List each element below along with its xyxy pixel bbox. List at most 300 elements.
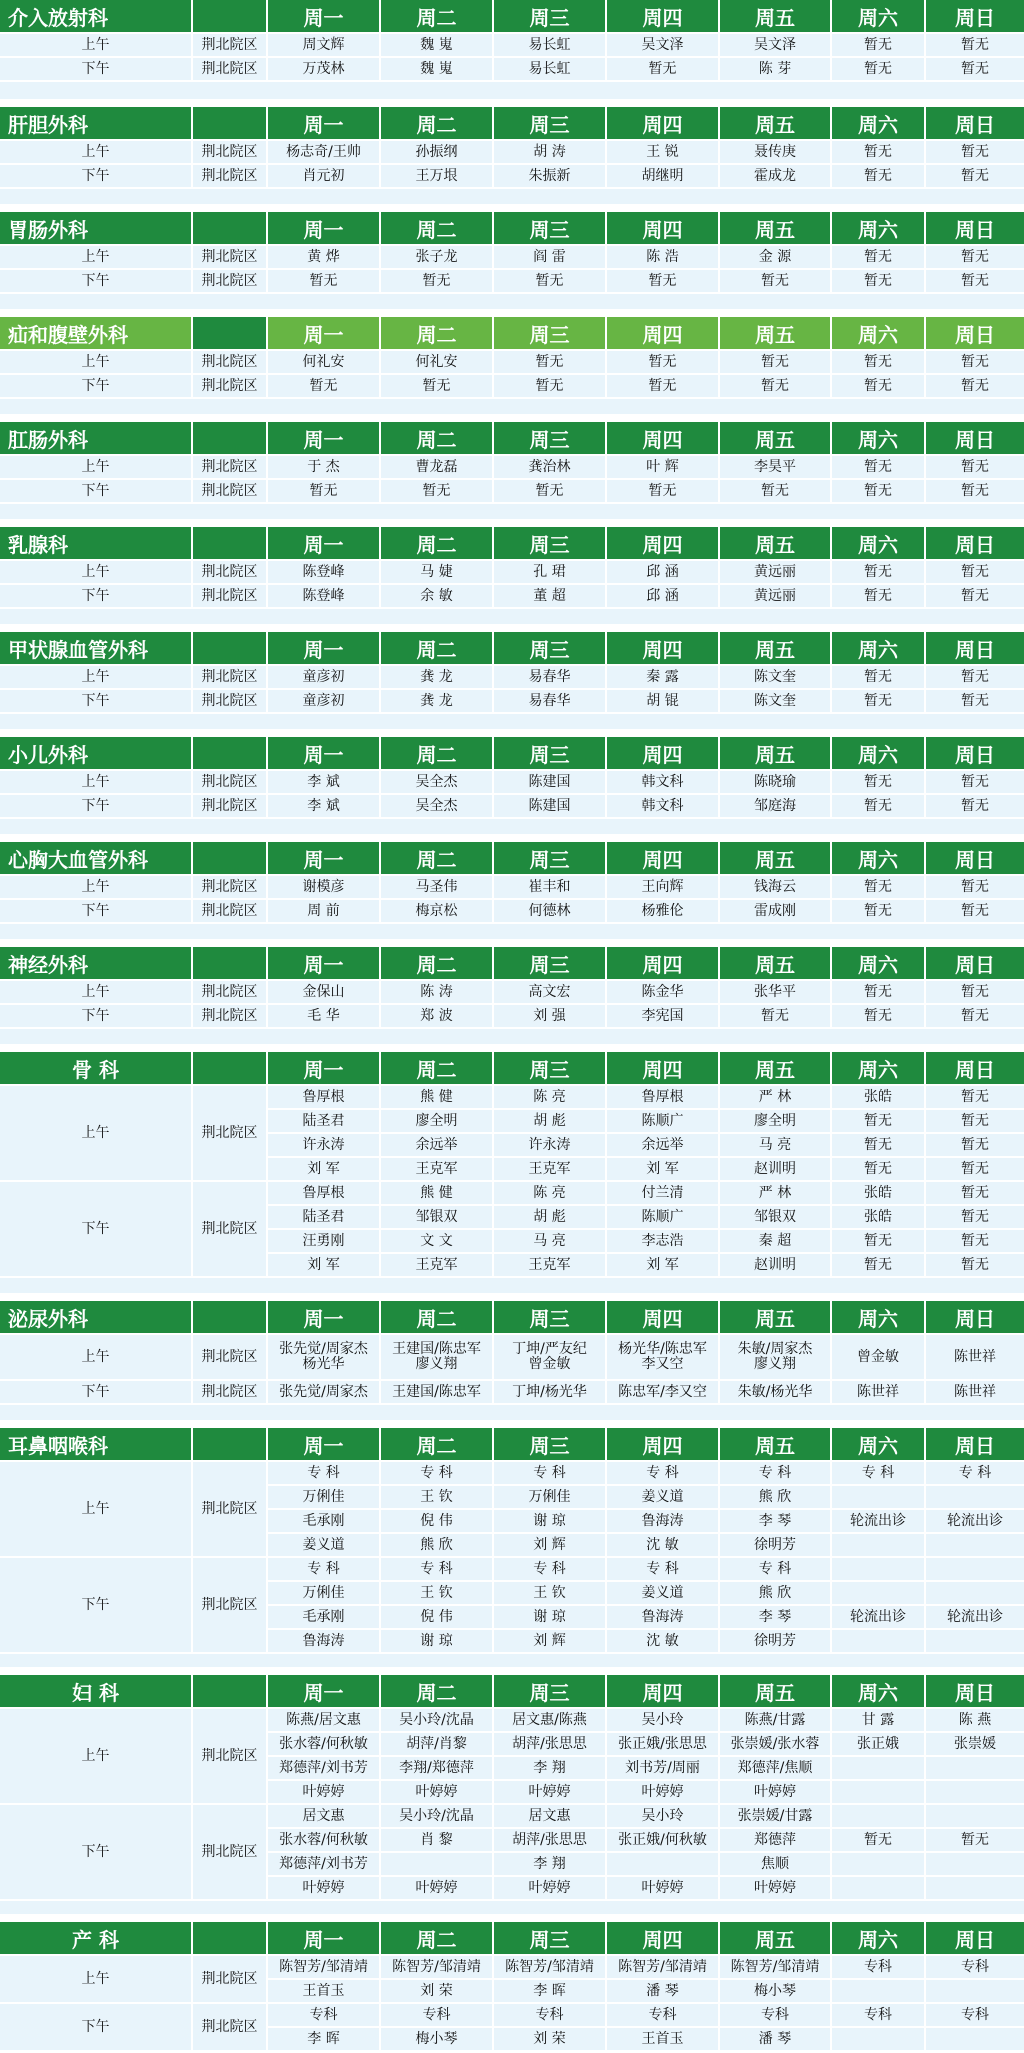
- doctor-cell: 专 科: [268, 1462, 381, 1486]
- weekday-header: 周二: [381, 1922, 494, 1956]
- doctor-cell: 陈智芳/邹清靖: [607, 1956, 720, 1980]
- weekday-header: 周五: [720, 107, 832, 141]
- doctor-cell: 陈顺广: [607, 1206, 720, 1230]
- section-gap: [0, 1901, 1024, 1914]
- doctor-cell: 严 林: [720, 1182, 832, 1206]
- header-spacer: [193, 422, 268, 456]
- weekday-header: 周日: [926, 1052, 1024, 1086]
- doctor-cell: [926, 2028, 1024, 2052]
- doctor-cell: 吴全杰: [381, 795, 494, 819]
- header-spacer: [193, 1922, 268, 1956]
- doctor-cell: 朱振新: [494, 165, 607, 189]
- weekday-header: 周六: [832, 422, 926, 456]
- schedule-row: [0, 34, 1024, 58]
- campus-label: 荆北院区: [193, 351, 268, 375]
- doctor-cell: 暂无: [926, 165, 1024, 189]
- session-label: 上午: [0, 771, 193, 795]
- doctor-cell: 易长虹: [494, 58, 607, 82]
- doctor-cell: 暂无: [926, 1182, 1024, 1206]
- doctor-cell: 龚 龙: [381, 666, 494, 690]
- doctor-cell: 暂无: [926, 375, 1024, 399]
- doctor-cell: 胡继明: [607, 165, 720, 189]
- doctor-cell: 张正娥: [832, 1733, 926, 1757]
- doctor-cell: 严 林: [720, 1086, 832, 1110]
- doctor-cell: 暂无: [832, 1254, 926, 1278]
- campus-label: 荆北院区: [193, 375, 268, 399]
- doctor-cell: 陈智芳/邹清靖: [720, 1956, 832, 1980]
- doctor-cell: 王向辉: [607, 876, 720, 900]
- doctor-cell: 潘 琴: [720, 2028, 832, 2052]
- doctor-cell: 许永涛: [494, 1134, 607, 1158]
- doctor-cell: 易春华: [494, 690, 607, 714]
- campus-label: 荆北院区: [193, 666, 268, 690]
- campus-label: 荆北院区: [193, 981, 268, 1005]
- department-name: 产 科: [0, 1922, 193, 1956]
- doctor-cell: 暂无: [268, 480, 381, 504]
- doctor-cell: 谢 琼: [381, 1630, 494, 1654]
- doctor-cell: 刘书芳/周丽: [607, 1757, 720, 1781]
- doctor-cell: 熊 健: [381, 1182, 494, 1206]
- session-label: 下午: [0, 1381, 193, 1405]
- doctor-cell: 暂无: [832, 1005, 926, 1029]
- doctor-cell: 张先觉/周家杰 杨光华: [268, 1335, 381, 1381]
- doctor-cell: [926, 1630, 1024, 1654]
- header-spacer: [193, 1675, 268, 1709]
- doctor-cell: 陈文奎: [720, 666, 832, 690]
- doctor-cell: 陈登峰: [268, 561, 381, 585]
- weekday-header: 周一: [268, 1922, 381, 1956]
- doctor-cell: 专科: [720, 2004, 832, 2028]
- weekday-header: 周三: [494, 1922, 607, 1956]
- section-gap: [0, 504, 1024, 519]
- weekday-header: 周五: [720, 737, 832, 771]
- weekday-header: 周五: [720, 1428, 832, 1462]
- doctor-cell: 汪勇刚: [268, 1230, 381, 1254]
- doctor-cell: 暂无: [720, 375, 832, 399]
- weekday-header: 周四: [607, 1428, 720, 1462]
- doctor-cell: 黄 烨: [268, 246, 381, 270]
- doctor-cell: 刘 荣: [381, 1980, 494, 2004]
- schedule-row: [0, 900, 1024, 924]
- doctor-cell: 姜义道: [607, 1486, 720, 1510]
- weekday-header: 周五: [720, 527, 832, 561]
- department-name: 肝胆外科: [0, 107, 193, 141]
- doctor-cell: 吴小玲/沈晶: [381, 1709, 494, 1733]
- doctor-cell: 陈智芳/邹清靖: [268, 1956, 381, 1980]
- weekday-header: 周日: [926, 842, 1024, 876]
- doctor-cell: 陈建国: [494, 771, 607, 795]
- doctor-cell: 暂无: [832, 1829, 926, 1853]
- doctor-cell: 张皓: [832, 1182, 926, 1206]
- doctor-cell: 金保山: [268, 981, 381, 1005]
- doctor-cell: 暂无: [832, 690, 926, 714]
- doctor-cell: 郑德萍/焦顺: [720, 1757, 832, 1781]
- doctor-cell: 徐明芳: [720, 1630, 832, 1654]
- doctor-cell: 万俐佳: [268, 1486, 381, 1510]
- doctor-cell: 暂无: [832, 270, 926, 294]
- section-gap: [0, 924, 1024, 939]
- weekday-header: 周五: [720, 1052, 832, 1086]
- session-label: 上午: [0, 876, 193, 900]
- doctor-cell: 暂无: [926, 1005, 1024, 1029]
- doctor-cell: 轮流出诊: [926, 1606, 1024, 1630]
- doctor-cell: 高文宏: [494, 981, 607, 1005]
- doctor-cell: 张水蓉/何秋敏: [268, 1829, 381, 1853]
- doctor-cell: 姜义道: [607, 1582, 720, 1606]
- session-label: 下午: [0, 1805, 193, 1901]
- weekday-header: 周一: [268, 317, 381, 351]
- header-spacer: [193, 107, 268, 141]
- doctor-cell: 赵训明: [720, 1254, 832, 1278]
- doctor-cell: 叶 辉: [607, 456, 720, 480]
- campus-label: 荆北院区: [193, 1182, 268, 1278]
- weekday-header: 周四: [607, 317, 720, 351]
- doctor-cell: 暂无: [832, 561, 926, 585]
- weekday-header: 周四: [607, 0, 720, 34]
- department-name: 介入放射科: [0, 0, 193, 34]
- weekday-header: 周三: [494, 212, 607, 246]
- weekday-header: 周五: [720, 1301, 832, 1335]
- doctor-cell: 甘 露: [832, 1709, 926, 1733]
- doctor-cell: [381, 1853, 494, 1877]
- weekday-header: 周四: [607, 1922, 720, 1956]
- doctor-cell: 雷成刚: [720, 900, 832, 924]
- weekday-header: 周二: [381, 1301, 494, 1335]
- schedule-row: [0, 981, 1024, 1005]
- section-gap: [0, 819, 1024, 834]
- schedule-row: [0, 165, 1024, 189]
- weekday-header: 周六: [832, 1922, 926, 1956]
- department-name: 肛肠外科: [0, 422, 193, 456]
- weekday-header: 周三: [494, 947, 607, 981]
- weekday-header: 周三: [494, 0, 607, 34]
- doctor-cell: 暂无: [832, 58, 926, 82]
- doctor-cell: 轮流出诊: [832, 1606, 926, 1630]
- weekday-header: 周二: [381, 1675, 494, 1709]
- doctor-cell: 魏 嵬: [381, 34, 494, 58]
- doctor-cell: 暂无: [832, 456, 926, 480]
- doctor-cell: 暂无: [607, 58, 720, 82]
- department-header-row: [0, 0, 1024, 34]
- doctor-cell: 刘 军: [268, 1254, 381, 1278]
- weekday-header: 周日: [926, 317, 1024, 351]
- department-table: [0, 842, 1024, 924]
- doctor-cell: 韩文科: [607, 771, 720, 795]
- campus-label: 荆北院区: [193, 771, 268, 795]
- weekday-header: 周二: [381, 0, 494, 34]
- weekday-header: 周二: [381, 1052, 494, 1086]
- doctor-cell: 谢 琼: [494, 1510, 607, 1534]
- doctor-cell: 万茂林: [268, 58, 381, 82]
- doctor-cell: [832, 1486, 926, 1510]
- doctor-cell: 童彦初: [268, 666, 381, 690]
- doctor-cell: 许永涛: [268, 1134, 381, 1158]
- doctor-cell: 暂无: [926, 58, 1024, 82]
- doctor-cell: 叶婷婷: [607, 1781, 720, 1805]
- doctor-cell: 鲁海涛: [268, 1630, 381, 1654]
- doctor-cell: 易长虹: [494, 34, 607, 58]
- doctor-cell: 暂无: [832, 795, 926, 819]
- doctor-cell: 阎 雷: [494, 246, 607, 270]
- doctor-cell: 胡 锟: [607, 690, 720, 714]
- doctor-cell: 暂无: [832, 351, 926, 375]
- weekday-header: 周五: [720, 0, 832, 34]
- department-header-row: [0, 1922, 1024, 1956]
- doctor-cell: 吴文泽: [720, 34, 832, 58]
- doctor-cell: 鲁厚根: [607, 1086, 720, 1110]
- weekday-header: 周一: [268, 1428, 381, 1462]
- schedule-row: [0, 561, 1024, 585]
- schedule-row: [0, 1709, 1024, 1733]
- weekday-header: 周六: [832, 1675, 926, 1709]
- doctor-cell: 暂无: [926, 34, 1024, 58]
- campus-label: 荆北院区: [193, 1709, 268, 1805]
- department-header-row: [0, 1428, 1024, 1462]
- department-name: 乳腺科: [0, 527, 193, 561]
- doctor-cell: 胡萍/张思思: [494, 1829, 607, 1853]
- session-label: 上午: [0, 1462, 193, 1558]
- weekday-header: 周一: [268, 527, 381, 561]
- doctor-cell: 熊 欣: [720, 1582, 832, 1606]
- weekday-header: 周六: [832, 632, 926, 666]
- campus-label: 荆北院区: [193, 561, 268, 585]
- doctor-cell: 王克军: [494, 1254, 607, 1278]
- doctor-cell: 邱 涵: [607, 561, 720, 585]
- weekday-header: 周四: [607, 1675, 720, 1709]
- doctor-cell: 暂无: [832, 165, 926, 189]
- header-spacer: [193, 527, 268, 561]
- doctor-cell: 专科: [494, 2004, 607, 2028]
- schedule-row: [0, 375, 1024, 399]
- weekday-header: 周六: [832, 947, 926, 981]
- doctor-cell: 毛 华: [268, 1005, 381, 1029]
- doctor-cell: 鲁海涛: [607, 1606, 720, 1630]
- campus-label: 荆北院区: [193, 34, 268, 58]
- session-label: 上午: [0, 1956, 193, 2004]
- doctor-cell: 叶婷婷: [381, 1781, 494, 1805]
- weekday-header: 周四: [607, 422, 720, 456]
- campus-label: 荆北院区: [193, 585, 268, 609]
- schedule-row: [0, 1805, 1024, 1829]
- section-gap: [0, 1405, 1024, 1420]
- department-name: 疝和腹壁外科: [0, 317, 193, 351]
- doctor-cell: 李 晖: [494, 1980, 607, 2004]
- doctor-cell: 张崇媛/张水蓉: [720, 1733, 832, 1757]
- doctor-cell: 何礼安: [268, 351, 381, 375]
- doctor-cell: 孙振纲: [381, 141, 494, 165]
- doctor-cell: 谢模彦: [268, 876, 381, 900]
- doctor-cell: 肖元初: [268, 165, 381, 189]
- doctor-cell: 叶婷婷: [494, 1877, 607, 1901]
- doctor-cell: 暂无: [926, 900, 1024, 924]
- weekday-header: 周一: [268, 107, 381, 141]
- schedule-row: [0, 480, 1024, 504]
- doctor-cell: 暂无: [607, 270, 720, 294]
- doctor-cell: 暂无: [832, 246, 926, 270]
- doctor-cell: 黄远丽: [720, 585, 832, 609]
- doctor-cell: 倪 伟: [381, 1510, 494, 1534]
- doctor-cell: [832, 1781, 926, 1805]
- doctor-cell: 潘 琴: [607, 1980, 720, 2004]
- doctor-cell: 陆圣君: [268, 1206, 381, 1230]
- weekday-header: 周二: [381, 1428, 494, 1462]
- doctor-cell: 郑德萍: [720, 1829, 832, 1853]
- doctor-cell: 杨雅伦: [607, 900, 720, 924]
- weekday-header: 周五: [720, 632, 832, 666]
- doctor-cell: 居文惠/陈燕: [494, 1709, 607, 1733]
- doctor-cell: 居文惠: [268, 1805, 381, 1829]
- doctor-cell: 暂无: [926, 456, 1024, 480]
- department-header-row: [0, 737, 1024, 771]
- session-label: 上午: [0, 246, 193, 270]
- doctor-cell: 暂无: [832, 141, 926, 165]
- doctor-cell: [926, 1757, 1024, 1781]
- doctor-cell: 专科: [832, 1956, 926, 1980]
- weekday-header: 周日: [926, 0, 1024, 34]
- weekday-header: 周三: [494, 632, 607, 666]
- session-label: 上午: [0, 351, 193, 375]
- doctor-cell: 专 科: [381, 1462, 494, 1486]
- department-table: [0, 1052, 1024, 1278]
- doctor-cell: 专 科: [381, 1558, 494, 1582]
- section-gap: [0, 1029, 1024, 1044]
- section-gap: [0, 294, 1024, 309]
- doctor-cell: 黄远丽: [720, 561, 832, 585]
- doctor-cell: 暂无: [926, 1158, 1024, 1182]
- doctor-cell: 暂无: [832, 981, 926, 1005]
- weekday-header: 周二: [381, 212, 494, 246]
- doctor-cell: 刘 军: [607, 1158, 720, 1182]
- doctor-cell: 钱海云: [720, 876, 832, 900]
- doctor-cell: 梅小琴: [381, 2028, 494, 2052]
- department-table: [0, 527, 1024, 609]
- weekday-header: 周二: [381, 107, 494, 141]
- campus-label: 荆北院区: [193, 690, 268, 714]
- doctor-cell: 张正娥/何秋敏: [607, 1829, 720, 1853]
- doctor-cell: [832, 1534, 926, 1558]
- department-name: 妇 科: [0, 1675, 193, 1709]
- doctor-cell: 张皓: [832, 1086, 926, 1110]
- doctor-cell: 鲁厚根: [268, 1086, 381, 1110]
- doctor-cell: [832, 1558, 926, 1582]
- doctor-cell: 曹龙磊: [381, 456, 494, 480]
- doctor-cell: 邹银双: [720, 1206, 832, 1230]
- doctor-cell: 王首玉: [607, 2028, 720, 2052]
- doctor-cell: 孔 珺: [494, 561, 607, 585]
- campus-label: 荆北院区: [193, 900, 268, 924]
- doctor-cell: 专 科: [607, 1558, 720, 1582]
- doctor-cell: 暂无: [926, 1230, 1024, 1254]
- doctor-cell: 李宪国: [607, 1005, 720, 1029]
- weekday-header: 周三: [494, 737, 607, 771]
- session-label: 上午: [0, 456, 193, 480]
- weekday-header: 周日: [926, 737, 1024, 771]
- doctor-cell: 王克军: [494, 1158, 607, 1182]
- campus-label: 荆北院区: [193, 1558, 268, 1654]
- doctor-cell: 暂无: [926, 270, 1024, 294]
- schedule-row: [0, 456, 1024, 480]
- doctor-cell: [926, 1781, 1024, 1805]
- session-label: 下午: [0, 900, 193, 924]
- doctor-cell: 专 科: [607, 1462, 720, 1486]
- doctor-cell: 暂无: [926, 1254, 1024, 1278]
- doctor-cell: 暂无: [926, 561, 1024, 585]
- campus-label: 荆北院区: [193, 141, 268, 165]
- department-name: 骨 科: [0, 1052, 193, 1086]
- campus-label: 荆北院区: [193, 876, 268, 900]
- header-spacer: [193, 947, 268, 981]
- session-label: 下午: [0, 375, 193, 399]
- doctor-cell: 王 钦: [381, 1486, 494, 1510]
- doctor-cell: 廖全明: [720, 1110, 832, 1134]
- doctor-cell: 陈忠军/李又空: [607, 1381, 720, 1405]
- doctor-cell: 暂无: [926, 480, 1024, 504]
- doctor-cell: 暂无: [494, 270, 607, 294]
- session-label: 下午: [0, 1558, 193, 1654]
- doctor-cell: 马 婕: [381, 561, 494, 585]
- doctor-cell: 胡萍/肖黎: [381, 1733, 494, 1757]
- doctor-cell: 刘 荣: [494, 2028, 607, 2052]
- doctor-cell: 于 杰: [268, 456, 381, 480]
- weekday-header: 周五: [720, 317, 832, 351]
- doctor-cell: [832, 1853, 926, 1877]
- doctor-cell: 暂无: [607, 480, 720, 504]
- section-gap: [0, 399, 1024, 414]
- doctor-cell: 胡 涛: [494, 141, 607, 165]
- doctor-cell: 邹银双: [381, 1206, 494, 1230]
- doctor-cell: [926, 1877, 1024, 1901]
- doctor-cell: 暂无: [926, 246, 1024, 270]
- doctor-cell: 廖全明: [381, 1110, 494, 1134]
- doctor-cell: 李翔/郑德萍: [381, 1757, 494, 1781]
- weekday-header: 周二: [381, 527, 494, 561]
- session-label: 上午: [0, 34, 193, 58]
- doctor-cell: 专 科: [720, 1558, 832, 1582]
- doctor-cell: 李昊平: [720, 456, 832, 480]
- doctor-cell: 郑德萍/刘书芳: [268, 1757, 381, 1781]
- doctor-cell: 陈燕/甘露: [720, 1709, 832, 1733]
- weekday-header: 周日: [926, 1922, 1024, 1956]
- doctor-cell: 暂无: [832, 1110, 926, 1134]
- session-label: 下午: [0, 585, 193, 609]
- doctor-cell: 暂无: [607, 351, 720, 375]
- session-label: 下午: [0, 480, 193, 504]
- doctor-cell: 朱敏/周家杰 廖义翔: [720, 1335, 832, 1381]
- doctor-cell: 暂无: [926, 585, 1024, 609]
- schedule-row: [0, 795, 1024, 819]
- campus-label: 荆北院区: [193, 246, 268, 270]
- doctor-cell: 叶婷婷: [494, 1781, 607, 1805]
- session-label: 下午: [0, 2004, 193, 2052]
- doctor-cell: 姜义道: [268, 1534, 381, 1558]
- department-header-row: [0, 947, 1024, 981]
- doctor-cell: 张皓: [832, 1206, 926, 1230]
- doctor-cell: 专 科: [268, 1558, 381, 1582]
- department-table: [0, 1428, 1024, 1654]
- section-gap: [0, 82, 1024, 99]
- doctor-cell: 暂无: [720, 480, 832, 504]
- doctor-cell: 叶婷婷: [607, 1877, 720, 1901]
- doctor-cell: 马 亮: [720, 1134, 832, 1158]
- doctor-cell: [832, 1980, 926, 2004]
- doctor-cell: [607, 1853, 720, 1877]
- doctor-cell: 徐明芳: [720, 1534, 832, 1558]
- campus-label: 荆北院区: [193, 456, 268, 480]
- doctor-cell: [926, 1805, 1024, 1829]
- doctor-cell: 肖 黎: [381, 1829, 494, 1853]
- weekday-header: 周六: [832, 107, 926, 141]
- doctor-cell: 陈 涛: [381, 981, 494, 1005]
